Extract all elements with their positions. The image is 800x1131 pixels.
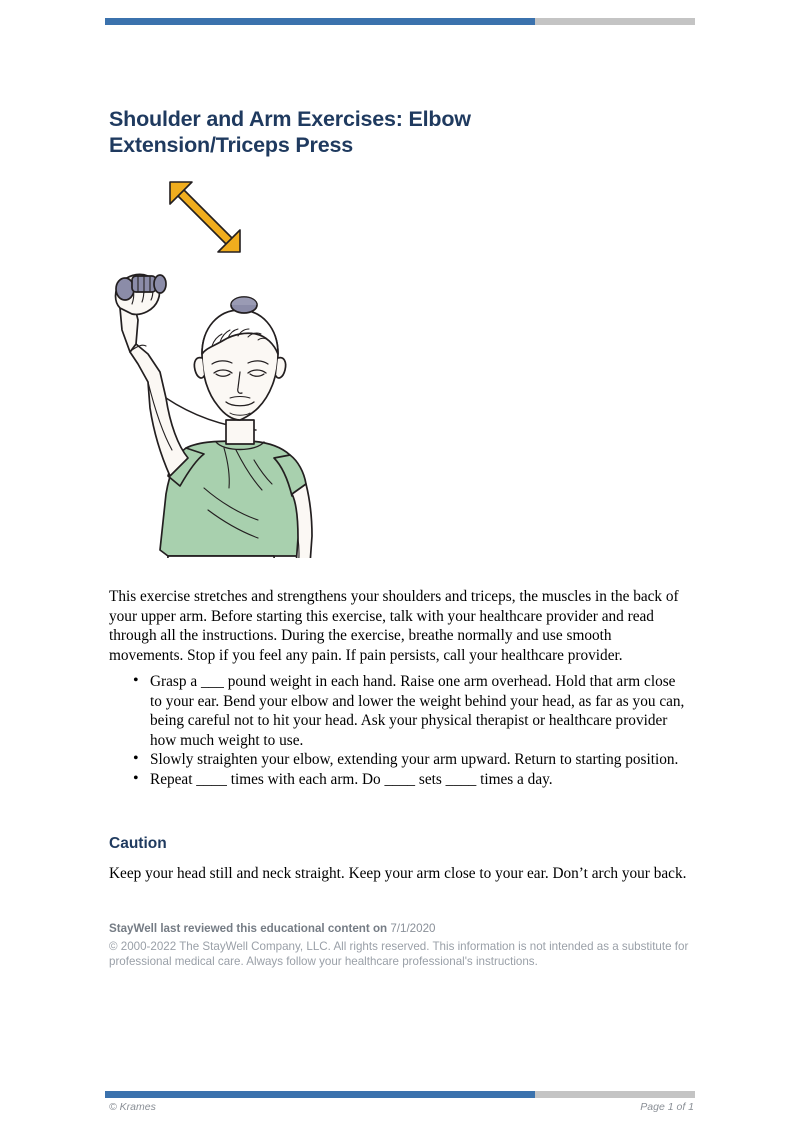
caution-heading: Caution bbox=[109, 834, 167, 852]
header-rule-blue-segment bbox=[105, 18, 535, 25]
raised-upper-arm bbox=[130, 344, 188, 476]
intro-paragraph: This exercise stretches and strengthens your shoulders and triceps, the muscles in the back of your upper arm. Before starting this exercise, talk with your healthcare provider and read through all the instructions. During the exercise, breathe normally and use smooth movements. Stop if you feel any pain. If pain persists, call your healthcare provider. bbox=[109, 588, 679, 665]
list-item: • Repeat ____ times with each arm. Do ____ sets ____ times a day. bbox=[109, 770, 689, 790]
dumbbell-behind-head bbox=[231, 297, 257, 313]
header-rule-gray-segment bbox=[535, 18, 695, 25]
caution-paragraph: Keep your head still and neck straight. Keep your arm close to your ear. Don’t arch your back. bbox=[109, 865, 687, 883]
footer-rule-blue-segment bbox=[105, 1091, 535, 1098]
neck bbox=[226, 420, 254, 444]
footer-copyright: © Krames bbox=[109, 1101, 156, 1113]
footer-rule-gray-segment bbox=[535, 1091, 695, 1098]
shorts bbox=[164, 556, 279, 558]
review-lead: StayWell last reviewed this educational content on bbox=[109, 922, 388, 935]
header-rule bbox=[105, 18, 695, 25]
copyright-notice: © 2000-2022 The StayWell Company, LLC. All rights reserved. This information is not intended as a substitute for professional medical care. Always follow your healthcare professional's instructions. bbox=[109, 940, 689, 968]
review-date: 7/1/2020 bbox=[390, 922, 436, 935]
motion-arrow bbox=[170, 182, 240, 252]
exercise-illustration bbox=[108, 158, 348, 558]
list-item: • Grasp a ___ pound weight in each hand. Raise one arm overhead. Hold that arm close to your ear. Bend your elbow and lower the weight behind your head, as far as you can, being careful not to hit your head. Ask your physical therapist or healthcare provider how much weight to use. bbox=[109, 672, 689, 750]
review-line bbox=[109, 921, 689, 936]
list-item: • Slowly straighten your elbow, extending your arm upward. Return to starting position. bbox=[109, 750, 689, 770]
page-title: Shoulder and Arm Exercises: Elbow Extension/Triceps Press bbox=[109, 107, 471, 158]
triceps-extension-figure-svg bbox=[108, 158, 348, 558]
footer-page-number: Page 1 of 1 bbox=[640, 1101, 694, 1113]
instruction-list bbox=[109, 672, 689, 790]
footer-rule bbox=[105, 1091, 695, 1098]
